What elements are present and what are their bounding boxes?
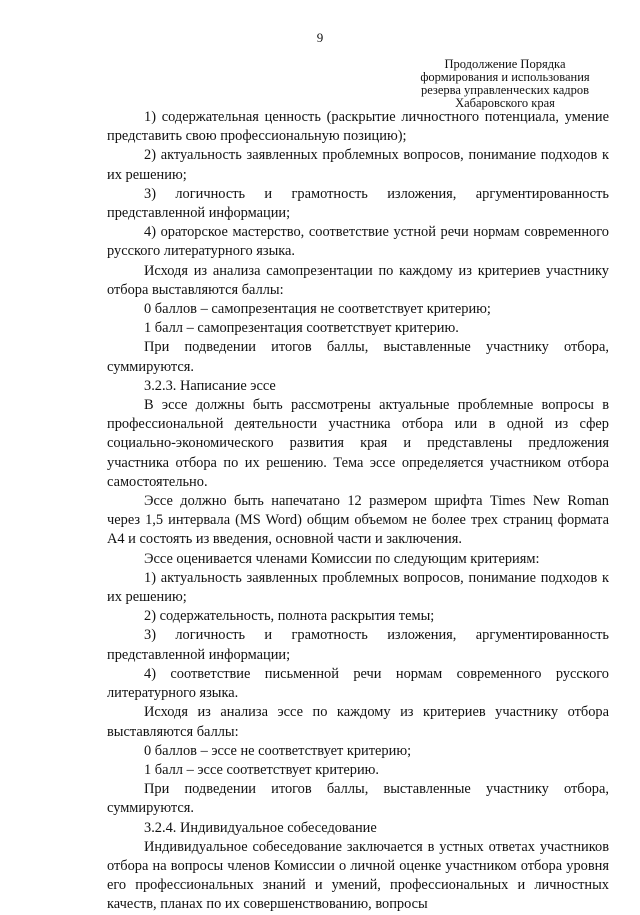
score-item: 0 баллов – эссе не соответствует критерию; <box>144 742 412 759</box>
criterion-item: 4) соответствие письменной речи нормам современного русского литературного языка. <box>107 665 609 702</box>
page-number: 9 <box>316 30 324 45</box>
body-paragraph: Исходя из анализа самопрезентации по каждому из критериев участнику отбора выставляются баллы: <box>107 262 609 298</box>
score-item: 1 балл – эссе соответствует критерию. <box>144 761 379 778</box>
criterion-item: 2) актуальность заявленных проблемных вопросов, понимание подходов к их решению; <box>107 147 609 183</box>
body-paragraph: Эссе должно быть напечатано 12 размером шрифта Times New Roman через 1,5 интервала (MS Word) общим объемом не более трех страниц формата А4 и состоять из введения, основной части и заключения. <box>107 493 609 548</box>
header-note-line: Хабаровского края <box>455 96 555 110</box>
header-note-line: Продолжение Порядка <box>444 57 566 71</box>
criterion-item: 1) содержательная ценность (раскрытие личностного потенциала, умение представить свою профессиональную позицию); <box>107 109 609 145</box>
body-paragraph: Исходя из анализа эссе по каждому из критериев участнику отбора выставляются баллы: <box>107 704 609 740</box>
criterion-item: 3) логичность и грамотность изложения, аргументированность представленной информации; <box>107 185 609 222</box>
body-paragraph: При подведении итогов баллы, выставленные участнику отбора, суммируются. <box>107 339 609 375</box>
document-body <box>107 108 609 915</box>
body-paragraph: Индивидуальное собеседование заключается в устных ответах участников отбора на вопросы членов Комиссии о личной оценке участником отбора уровня его профессиональных знаний и умений, профессиональных и личностных качеств, планах по их совершенствованию, вопросы <box>107 838 609 913</box>
criterion-item: 2) содержательность, полнота раскрытия темы; <box>144 608 435 625</box>
body-paragraph: При подведении итогов баллы, выставленные участнику отбора, суммируются. <box>107 781 609 817</box>
score-item: 0 баллов – самопрезентация не соответствует критерию; <box>144 301 491 318</box>
criterion-item: 3) логичность и грамотность изложения, аргументированность представленной информации; <box>107 627 609 663</box>
criterion-item: 4) ораторское мастерство, соответствие устной речи нормам современного русского литературного языка. <box>107 224 609 260</box>
document-header-note <box>400 58 610 110</box>
criterion-item: 1) актуальность заявленных проблемных вопросов, понимание подходов к их решению; <box>107 569 609 606</box>
section-heading: 3.2.4. Индивидуальное собеседование <box>144 819 377 836</box>
section-heading: 3.2.3. Написание эссе <box>144 377 276 394</box>
score-item: 1 балл – самопрезентация соответствует критерию. <box>144 320 459 337</box>
header-note-line: формирования и использования <box>420 70 590 84</box>
body-paragraph: Эссе оценивается членами Комиссии по следующим критериям: <box>144 550 540 567</box>
body-paragraph: В эссе должны быть рассмотрены актуальные проблемные вопросы в профессиональной деятельности участника отбора или в одной из сфер социально-экономического развития края и представлены предложения участника отбора по их решению. Тема эссе определяется участником отбора самостоятельно. <box>107 397 609 490</box>
header-note-line: резерва управленческих кадров <box>420 83 590 97</box>
